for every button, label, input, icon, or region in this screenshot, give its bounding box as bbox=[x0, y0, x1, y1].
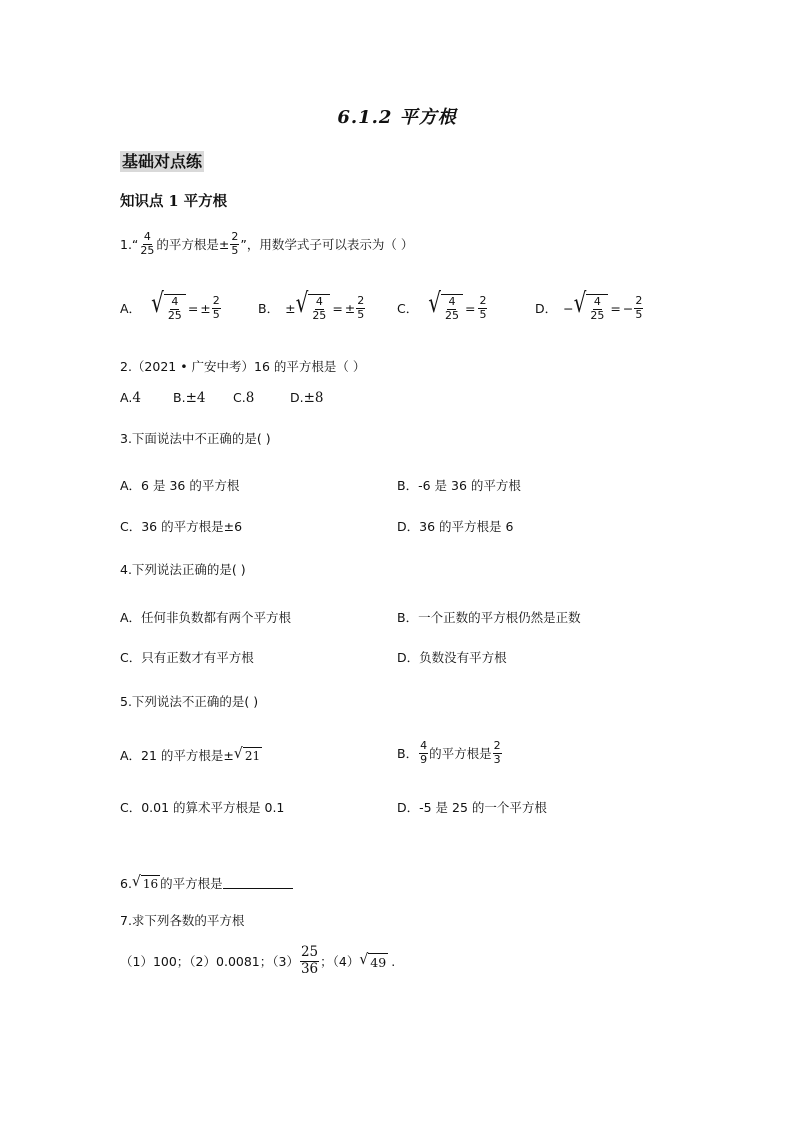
question-2-option-c[interactable]: C.8 bbox=[233, 390, 255, 406]
question-4-stem: 4.下列说法正确的是( ) bbox=[120, 562, 246, 577]
knowledge-point-heading: 知识点 1 平方根 bbox=[120, 193, 228, 210]
question-5-stem: 5.下列说法不正确的是( ) bbox=[120, 694, 259, 709]
question-7-stem: 7.求下列各数的平方根 bbox=[120, 913, 245, 928]
question-3-stem: 3.下面说法中不正确的是( ) bbox=[120, 431, 271, 446]
question-3-option-b[interactable]: B．-6 是 36 的平方根 bbox=[397, 478, 521, 493]
question-1-option-b[interactable]: B． ± √ $\frac{4}{25}$ = ± $\frac{2}{5}$ bbox=[258, 286, 365, 322]
question-5-option-a[interactable]: A．21 的平方根是± √ 21 bbox=[120, 745, 261, 763]
question-1-stem: 1.“ $\frac{4}{25}$ 的平方根是 ± $\frac{2}{5}$ ”，用数学式子可以表示为（ ） bbox=[120, 230, 414, 257]
answer-blank[interactable] bbox=[223, 878, 293, 889]
question-1-option-d[interactable]: D． − √ $\frac{4}{25}$ = − $\frac{2}{5}$ bbox=[535, 286, 643, 322]
question-2-stem: 2.（2021 • 广安中考）16 的平方根是（ ） bbox=[120, 359, 366, 374]
question-6: 6. √ 16 的平方根是 bbox=[120, 874, 293, 892]
question-3-option-c[interactable]: C．36 的平方根是±6 bbox=[120, 519, 243, 534]
question-4-option-a[interactable]: A．任何非负数都有两个平方根 bbox=[120, 610, 292, 625]
question-1-option-c[interactable]: C． √ $\frac{4}{25}$ = $\frac{2}{5}$ bbox=[397, 286, 487, 322]
question-5-option-d[interactable]: D．-5 是 25 的一个平方根 bbox=[397, 800, 547, 815]
question-1-option-a[interactable]: A． √ $\frac{4}{25}$ = ± $\frac{2}{5}$ bbox=[120, 286, 220, 322]
question-5-option-b[interactable]: B． $\frac{4}{9}$ 的平方根是 $\frac{2}{3}$ bbox=[397, 739, 501, 766]
question-4-option-c[interactable]: C．只有正数才有平方根 bbox=[120, 650, 254, 665]
question-4-option-d[interactable]: D．负数没有平方根 bbox=[397, 650, 507, 665]
question-2-option-b[interactable]: B.±4 bbox=[173, 390, 206, 406]
question-5-option-c[interactable]: C．0.01 的算术平方根是 0.1 bbox=[120, 800, 285, 815]
question-3-option-a[interactable]: A．6 是 36 的平方根 bbox=[120, 478, 240, 493]
question-7-items: （1）100；（2）0.0081；（3） $\frac{25}{36}$ ；（4） √ 49 . bbox=[120, 944, 396, 977]
question-4-option-b[interactable]: B．一个正数的平方根仍然是正数 bbox=[397, 610, 581, 625]
question-2-option-d[interactable]: D.±8 bbox=[290, 390, 324, 406]
page-title: 6.1.2 平方根 bbox=[337, 107, 457, 128]
question-2-option-a[interactable]: A.4 bbox=[120, 390, 141, 406]
question-3-option-d[interactable]: D．36 的平方根是 6 bbox=[397, 519, 514, 534]
section-heading: 基础对点练 bbox=[122, 152, 203, 171]
